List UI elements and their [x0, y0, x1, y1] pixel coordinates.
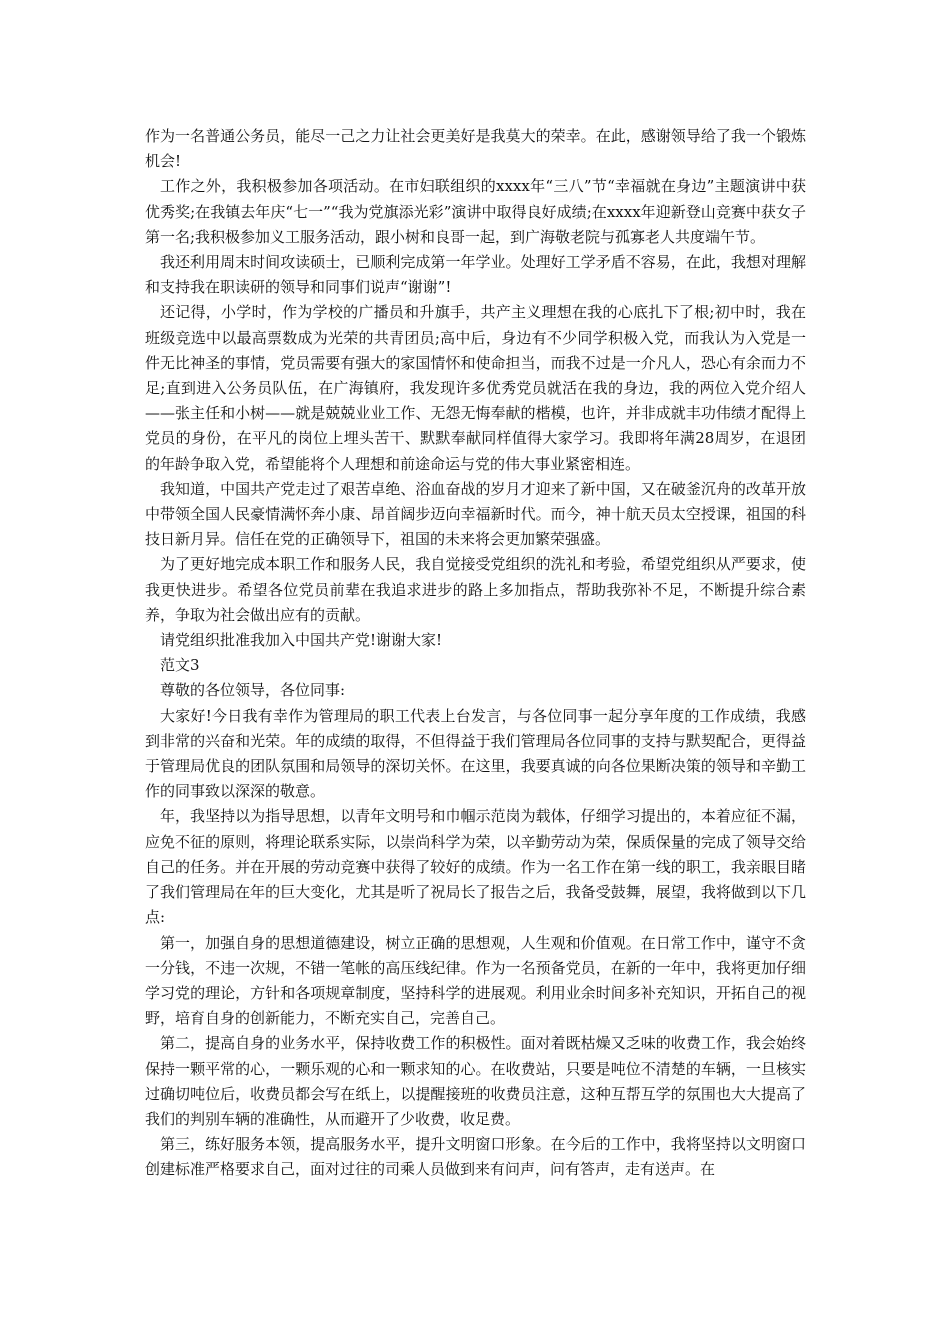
document-body — [145, 124, 806, 1183]
paragraph: 工作之外，我积极参加各项活动。在市妇联组织的xxxx年“三八”节“幸福就在身边”主题演讲中获优秀奖;在我镇去年庆“七一”“我为党旗添光彩”演讲中取得良好成绩;在xxxx年迎新登山竞赛中获女子第一名;我积极参加义工服务活动，跟小树和良哥一起，到广海敬老院与孤寡老人共度端午节。 — [145, 177, 806, 246]
paragraph: 为了更好地完成本职工作和服务人民，我自觉接受党组织的洗礼和考验，希望党组织从严要求，使我更快进步。希望各位党员前辈在我追求进步的路上多加指点，帮助我弥补不足，不断提升综合素养，争取为社会做出应有的贡献。 — [145, 555, 806, 624]
section-heading: 范文3 — [160, 656, 200, 675]
closing-line: 请党组织批准我加入中国共产党!谢谢大家! — [160, 631, 443, 650]
paragraph: 年，我坚持以为指导思想，以青年文明号和巾帼示范岗为载体，仔细学习提出的，本着应征不漏，应免不征的原则，将理论联系实际，以崇尚科学为荣，以辛勤劳动为荣，保质保量的完成了领导交给自己的任务。并在开展的劳动竞赛中获得了较好的成绩。作为一名工作在第一线的职工，我亲眼目睹了我们管理局在年的巨大变化，尤其是听了祝局长了报告之后，我备受鼓舞，展望，我将做到以下几点: — [145, 807, 806, 927]
paragraph: 第二，提高自身的业务水平，保持收费工作的积极性。面对着既枯燥又乏味的收费工作，我会始终保持一颗平常的心，一颗乐观的心和一颗求知的心。在收费站，只要是吨位不清楚的车辆，一旦核实过确切吨位后，收费员都会写在纸上，以提醒接班的收费员注意，这种互帮互学的氛围也大大提高了我们的判别车辆的准确性，从而避开了少收费，收足费。 — [145, 1034, 806, 1128]
paragraph: 作为一名普通公务员，能尽一己之力让社会更美好是我莫大的荣幸。在此，感谢领导给了我一个锻炼机会! — [145, 127, 806, 171]
paragraph: 我知道，中国共产党走过了艰苦卓绝、浴血奋战的岁月才迎来了新中国，又在破釜沉舟的改革开放中带领全国人民豪情满怀奔小康、昂首阔步迈向幸福新时代。而今，神十航天员太空授课，祖国的科技日新月异。信任在党的正确领导下，祖国的未来将会更加繁荣强盛。 — [145, 479, 806, 549]
paragraph: 还记得，小学时，作为学校的广播员和升旗手，共产主义理想在我的心底扎下了根;初中时，我在班级竞选中以最高票数成为光荣的共青团员;高中后，身边有不少同学积极入党，而我认为入党是一件无比神圣的事情，党员需要有强大的家国情怀和使命担当，而我不过是一介凡人，恐心有余而力不足;直到进入公务员队伍，在广海镇府，我发现许多优秀党员就活在我的身边，我的两位入党介绍人——张主任和小树——就是兢兢业业工作、无怨无悔奉献的楷模，也许，并非成就丰功伟绩才配得上党员的身份，在平凡的岗位上埋头苦干、默默奉献同样值得大家学习。我即将年满28周岁，在退团的年龄争取入党，希望能将个人理想和前途命运与党的伟大事业紧密相连。 — [145, 303, 806, 473]
paragraph: 我还利用周末时间攻读硕士，已顺利完成第一年学业。处理好工学矛盾不容易，在此，我想对理解和支持我在职读研的领导和同事们说声“谢谢”! — [145, 253, 806, 297]
salutation: 尊敬的各位领导，各位同事: — [160, 681, 346, 700]
paragraph: 第一，加强自身的思想道德建设，树立正确的思想观，人生观和价值观。在日常工作中，谨守不贪一分钱，不违一次规，不错一笔帐的高压线纪律。作为一名预备党员，在新的一年中，我将更加仔细学习党的理论，方针和各项规章制度，坚持科学的进展观。利用业余时间多补充知识，开拓自己的视野，培育自身的创新能力，不断充实自己，完善自己。 — [145, 933, 806, 1028]
paragraph: 第三，练好服务本领，提高服务水平，提升文明窗口形象。在今后的工作中，我将坚持以文明窗口创建标准严格要求自己，面对过往的司乘人员做到来有问声，问有答声，走有送声。在 — [145, 1135, 806, 1179]
paragraph: 大家好!今日我有幸作为管理局的职工代表上台发言，与各位同事一起分享年度的工作成绩，我感到非常的兴奋和光荣。年的成绩的取得，不但得益于我们管理局各位同事的支持与默契配合，更得益于管理局优良的团队氛围和局领导的深切关怀。在这里，我要真诚的向各位果断决策的领导和辛勤工作的同事致以深深的敬意。 — [145, 706, 806, 801]
